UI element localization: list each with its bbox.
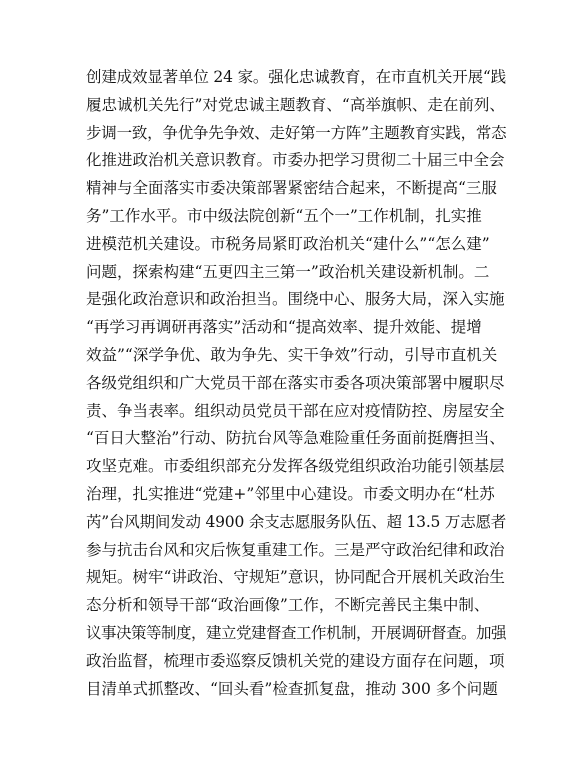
text-line-2: 履忠诚机关先行”对党忠诚主题教育、“高举旗帜、走在前列、 [86,95,505,114]
text-line-20: 态分析和领导干部“政治画像”工作，不断完善民主集中制、 [86,596,490,615]
text-line-13: 责、争当表率。组织动员党员干部在应对疫情防控、房屋安全 [86,401,505,420]
body-text [86,64,506,703]
text-line-17: 芮”台风期间发动 4900 余支志愿服务队伍、超 13.5 万志愿者 [86,512,507,531]
text-line-15: 攻坚克难。市委组织部充分发挥各级党组织政治功能引领基层 [86,457,505,476]
text-line-9: 是强化政治意识和政治担当。围绕中心、服务大局，深入实施 [86,290,505,309]
text-line-7: 进模范机关建设。市税务局紧盯政治机关“建什么”“怎么建” [86,234,490,253]
text-line-12: 各级党组织和广大党员干部在落实市委各项决策部署中履职尽 [86,373,505,392]
text-line-5: 精神与全面落实市委决策部署紧密结合起来，不断提高“三服 [86,179,497,198]
text-line-4: 化推进政治机关意识教育。市委办把学习贯彻二十届三中全会 [86,151,505,170]
text-line-8: 问题，探索构建“五更四主三第一”政治机关建设新机制。二 [86,262,490,281]
text-line-19: 规矩。树牢“讲政治、守规矩”意识，协同配合开展机关政治生 [86,568,505,587]
text-line-18: 参与抗击台风和灾后恢复重建工作。三是严守政治纪律和政治 [86,540,505,559]
text-line-23: 目清单式抓整改、“回头看”检查抓复盘，推动 300 多个问题 [86,679,498,698]
text-line-11: 效益”“深学争优、敢为争先、实干争效”行动，引导市直机关 [86,345,498,364]
text-line-21: 议事决策等制度，建立党建督查工作机制，开展调研督查。加强 [86,623,507,642]
text-line-14: “百日大整治”行动、防抗台风等急难险重任务面前挺膺担当、 [86,429,505,448]
text-line-22: 政治监督，梳理市委巡察反馈机关党的建设方面存在问题，项 [86,651,505,670]
text-line-16: 治理，扎实推进“党建+”邻里中心建设。市委文明办在“杜苏 [86,484,495,503]
text-line-10: “再学习再调研再落实”活动和“提高效率、提升效能、提增 [86,318,482,337]
text-line-3: 步调一致，争优争先争效、走好第一方阵”主题教育实践，常态 [86,123,507,142]
text-line-6: 务”工作水平。市中级法院创新“五个一”工作机制，扎实推 [86,206,482,225]
text-line-1: 创建成效显著单位 24 家。强化忠诚教育，在市直机关开展“践 [86,68,506,86]
